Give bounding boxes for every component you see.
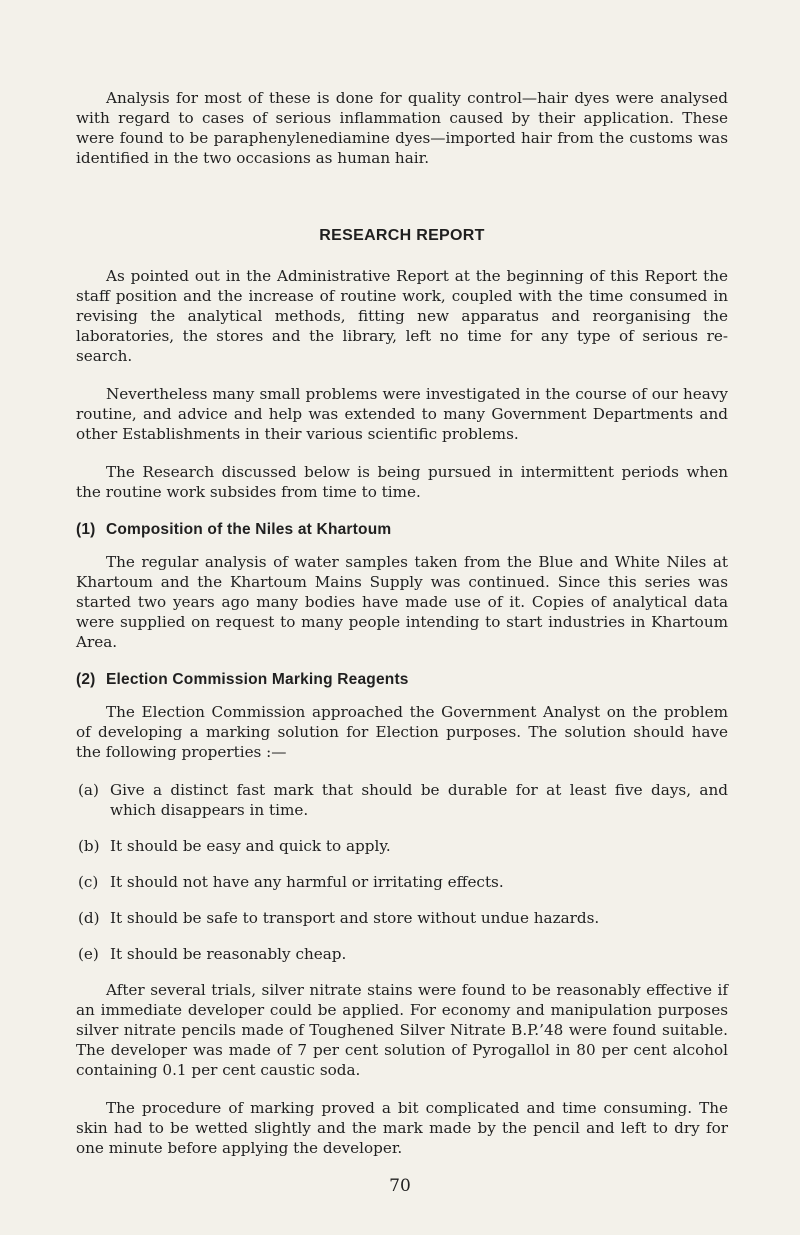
section-2-after-paragraph-1: After several trials, silver nitrate stains were found to be reasonably effective if an immediate developer could be applied. For economy and manipulation purposes silver nitrate pencils made of Toughened Silver Nitrate B.P.’48 were found suitable. The developer was made of 7 per cent solution of Pyrogallol in 80 per cent alcohol containing 0.1 per cent caustic soda.	[76, 981, 728, 1079]
list-item-label: (a)	[78, 781, 99, 799]
section-2-number: (2)	[76, 671, 96, 688]
section-2-paragraph: The Election Commission approached the Government Analyst on the problem of developing a marking solution for Election purposes. The solution should have the following properties :—	[76, 703, 728, 761]
list-item-label: (d)	[78, 909, 100, 927]
research-paragraph-2: Nevertheless many small problems were investigated in the course of our heavy routine, and advice and help was extended to many Government Departments and other Establishments in their various scientific problems.	[76, 385, 728, 443]
list-item	[76, 908, 728, 928]
section-2-heading	[76, 670, 728, 690]
list-item-label: (e)	[78, 945, 99, 963]
section-1-paragraph: The regular analysis of water samples taken from the Blue and White Niles at Khartoum and the Khartoum Mains Supply was continued. Since this series was started two years ago many bodies have made use of it. Copies of analytical data were supplied on request to many people intending to start industries in Khartoum Area.	[76, 553, 728, 651]
research-paragraph-3: The Research discussed below is being pursued in intermittent periods when the routine work subsides from time to time.	[76, 463, 728, 501]
research-paragraph-1: As pointed out in the Administrative Report at the beginning of this Report the staff position and the increase of routine work, coupled with the time consumed in revising the analytical methods, fitting new apparatus and reorganising the laboratories, the stores and the library, left no time for any type of serious re-search.	[76, 267, 728, 365]
list-item-text: Give a distinct fast mark that should be durable for at least five days, and which disappears in time.	[110, 781, 728, 819]
section-1-number: (1)	[76, 521, 96, 538]
page-number: 70	[389, 1176, 411, 1196]
list-item	[76, 780, 728, 820]
list-item	[76, 872, 728, 892]
list-item-label: (b)	[78, 837, 100, 855]
list-item-text: It should be reasonably cheap.	[110, 945, 347, 963]
document-page	[76, 88, 728, 1176]
intro-paragraph: Analysis for most of these is done for quality control—hair dyes were analysed with regard to cases of serious inflammation caused by their application. These were found to be paraphenylenediamine dyes—imported hair from the customs was identified in the two occasions as human hair.	[76, 89, 728, 167]
section-1-heading	[76, 520, 728, 540]
list-item-label: (c)	[78, 873, 99, 891]
list-item-text: It should not have any harmful or irritating effects.	[110, 873, 504, 891]
section-1-title: Composition of the Niles at Khartoum	[106, 521, 392, 538]
list-item-text: It should be easy and quick to apply.	[110, 837, 391, 855]
section-2-after-paragraph-2: The procedure of marking proved a bit complicated and time consuming. The skin had to be wetted slightly and the mark made by the pencil and left to dry for one minute before applying the developer.	[76, 1099, 728, 1157]
properties-list	[76, 780, 728, 964]
list-item-text: It should be safe to transport and store without undue hazards.	[110, 909, 600, 927]
research-report-heading: RESEARCH REPORT	[319, 227, 485, 244]
list-item	[76, 944, 728, 964]
list-item	[76, 836, 728, 856]
section-2-title: Election Commission Marking Reagents	[106, 671, 409, 688]
